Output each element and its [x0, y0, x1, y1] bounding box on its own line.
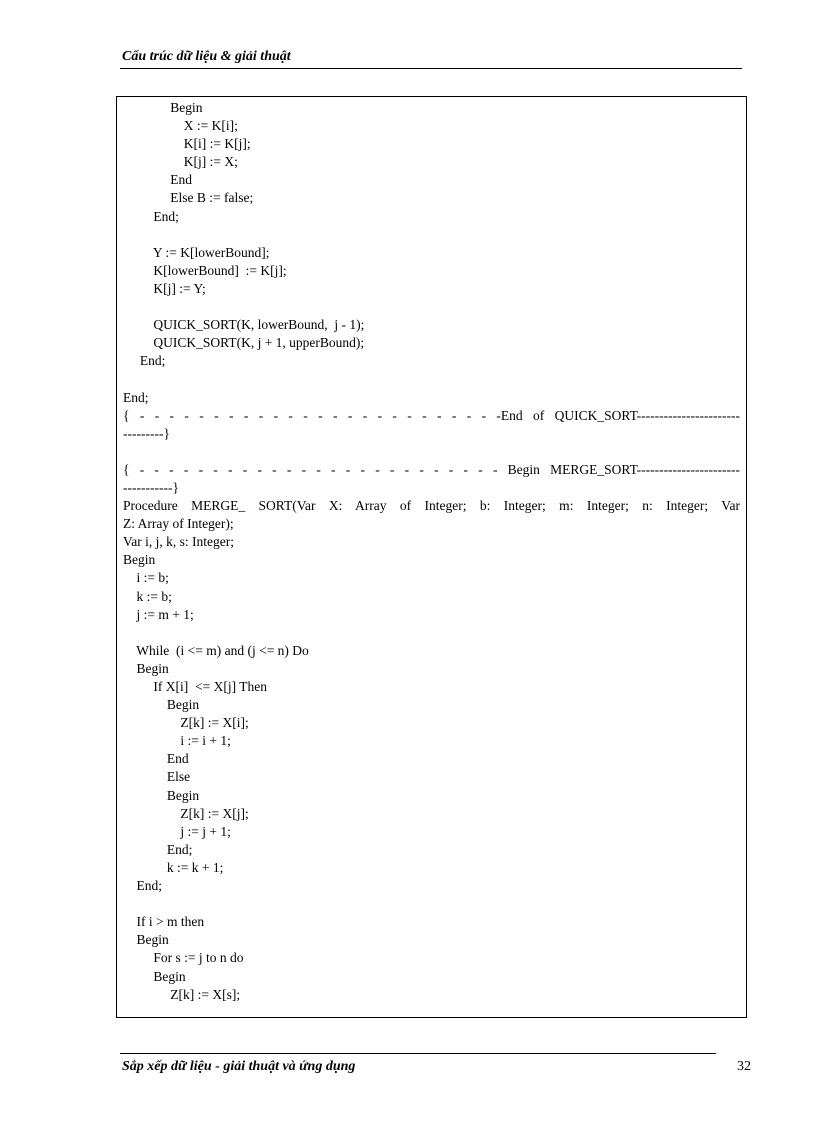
code-line: Z[k] := X[j]; [123, 805, 249, 821]
code-line: k := b; [123, 588, 172, 604]
code-line: Begin [123, 552, 156, 568]
code-line: Z[k] := X[i]; [123, 715, 249, 731]
page-footer-title: Sắp xếp dữ liệu - giải thuật và ứng dụng [122, 1059, 356, 1074]
code-line: Begin [123, 787, 200, 803]
code-line: QUICK_SORT(K, j + 1, upperBound); [123, 335, 365, 351]
code-line: Procedure MERGE_ SORT(Var X: Array of Integer; b: Integer; m: Integer; n: Integer; Var [123, 498, 740, 514]
code-line: -----------} [123, 479, 179, 495]
code-line: { - - - - - - - - - - - - - - - - - - - - - - - - - Begin MERGE_SORT----------------------- [123, 461, 740, 477]
code-line: Begin [123, 660, 169, 676]
code-line: Else B := false; [123, 190, 254, 206]
code-line: K[j] := Y; [123, 280, 206, 296]
code-line: Begin [123, 697, 200, 713]
code-line: i := b; [123, 570, 169, 586]
code-line [123, 298, 740, 316]
code-line: K[i] := K[j]; [123, 136, 251, 152]
code-line: Var i, j, k, s: Integer; [123, 534, 234, 550]
code-line [123, 624, 740, 642]
code-line: Else [123, 769, 191, 785]
code-line: k := k + 1; [123, 859, 224, 875]
code-line [123, 443, 740, 461]
code-line: For s := j to n do [123, 950, 244, 966]
code-line: Z: Array of Integer); [123, 516, 234, 532]
code-line: X := K[i]; [123, 118, 238, 134]
code-line: j := j + 1; [123, 823, 231, 839]
footer-divider [120, 1053, 716, 1054]
code-line: End; [123, 353, 166, 369]
code-line: Begin [123, 100, 203, 115]
code-line: End; [123, 208, 179, 224]
code-line: K[j] := X; [123, 154, 238, 170]
page-header-title: Cấu trúc dữ liệu & giải thuật [122, 49, 291, 64]
code-listing [123, 99, 740, 1004]
code-line: j := m + 1; [123, 606, 194, 622]
code-line: End; [123, 878, 162, 894]
code-line: { - - - - - - - - - - - - - - - - - - - - - - - - -End of QUICK_SORT----------------------- [123, 407, 740, 423]
code-line: If i > m then [123, 914, 205, 930]
code-line: Begin [123, 968, 186, 984]
code-line: End [123, 751, 189, 767]
code-line: K[lowerBound] := K[j]; [123, 262, 287, 278]
code-line: QUICK_SORT(K, lowerBound, j - 1); [123, 317, 365, 333]
code-line: While (i <= m) and (j <= n) Do [123, 642, 309, 658]
code-line: Y := K[lowerBound]; [123, 244, 270, 260]
code-line: Begin [123, 932, 169, 948]
code-line: End; [123, 841, 193, 857]
code-line: ---------} [123, 425, 170, 441]
header-divider [120, 68, 742, 69]
code-line: Z[k] := X[s]; [123, 986, 241, 1002]
code-line: If X[i] <= X[j] Then [123, 679, 267, 694]
page-number: 32 [737, 1059, 751, 1074]
code-line [123, 370, 740, 388]
code-line [123, 895, 740, 913]
code-listing-box [116, 96, 747, 1018]
code-line [123, 226, 740, 244]
code-line: End; [123, 389, 149, 405]
code-line: i := i + 1; [123, 733, 231, 749]
code-line: End [123, 172, 192, 188]
